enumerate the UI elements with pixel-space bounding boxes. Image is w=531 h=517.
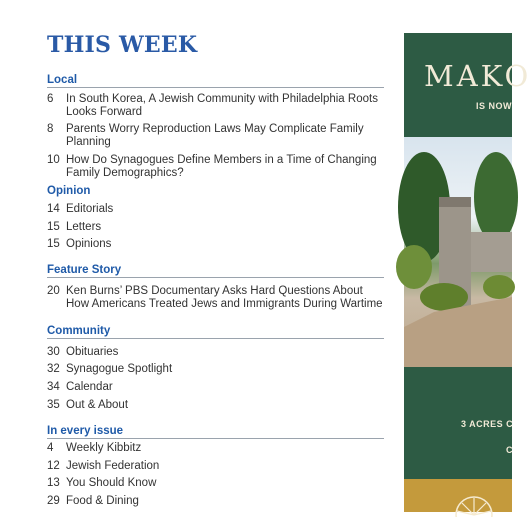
page-number: 32 — [47, 363, 60, 375]
page-title: THIS WEEK — [47, 32, 198, 58]
article-title: Weekly Kibbitz — [66, 442, 142, 454]
page-number: 6 — [47, 93, 54, 105]
page-number: 13 — [47, 477, 60, 489]
article-title: Obituaries — [66, 346, 119, 358]
article-title: Parents Worry Reproduction Laws May Complicate Family Planning — [66, 123, 364, 148]
article-title: Calendar — [66, 381, 113, 393]
article-title: Food & Dining — [66, 495, 139, 507]
article-title: Ken Burns’ PBS Documentary Asks Hard Questions About How Americans Treated Jews and Immigrants During Wartime — [66, 285, 383, 310]
section-heading-community: Community — [47, 325, 384, 339]
page-number: 30 — [47, 346, 60, 358]
sunburst-logo-icon — [404, 479, 512, 512]
article-title: Out & About — [66, 399, 129, 411]
page-number: 14 — [47, 203, 60, 215]
page-number: 8 — [47, 123, 54, 135]
page-number: 15 — [47, 221, 60, 233]
article-title: Opinions — [66, 238, 112, 250]
article-title: How Do Synagogues Define Members in a Time of Changing Family Demographics? — [66, 154, 377, 179]
section-heading-opinion: Opinion — [47, 185, 91, 197]
page-number: 35 — [47, 399, 60, 411]
ad-tagline: IS NOW — [476, 101, 512, 111]
ad-acres-text: 3 ACRES C — [461, 419, 514, 429]
page-number: 20 — [47, 285, 60, 297]
article-title: Synagogue Spotlight — [66, 363, 173, 375]
article-title: Editorials — [66, 203, 114, 215]
page-number: 15 — [47, 238, 60, 250]
garden-photo-illustration — [404, 137, 512, 367]
ad-gold-band — [404, 479, 512, 512]
advertisement[interactable] — [404, 33, 531, 512]
page-number: 4 — [47, 442, 54, 454]
ad-photo — [404, 137, 512, 367]
section-heading-feature: Feature Story — [47, 264, 384, 278]
section-heading-local: Local — [47, 74, 384, 88]
page-number: 29 — [47, 495, 60, 507]
article-title: Jewish Federation — [66, 460, 160, 472]
article-title: In South Korea, A Jewish Community with Philadelphia Roots Looks Forward — [66, 93, 378, 118]
page-number: 10 — [47, 154, 60, 166]
section-heading-every-issue: In every issue — [47, 425, 384, 439]
ad-text-line: C — [506, 445, 513, 455]
ad-brand: MAKO — [424, 59, 531, 93]
page-number: 34 — [47, 381, 60, 393]
article-title: Letters — [66, 221, 102, 233]
page-number: 12 — [47, 460, 60, 472]
article-title: You Should Know — [66, 477, 157, 489]
